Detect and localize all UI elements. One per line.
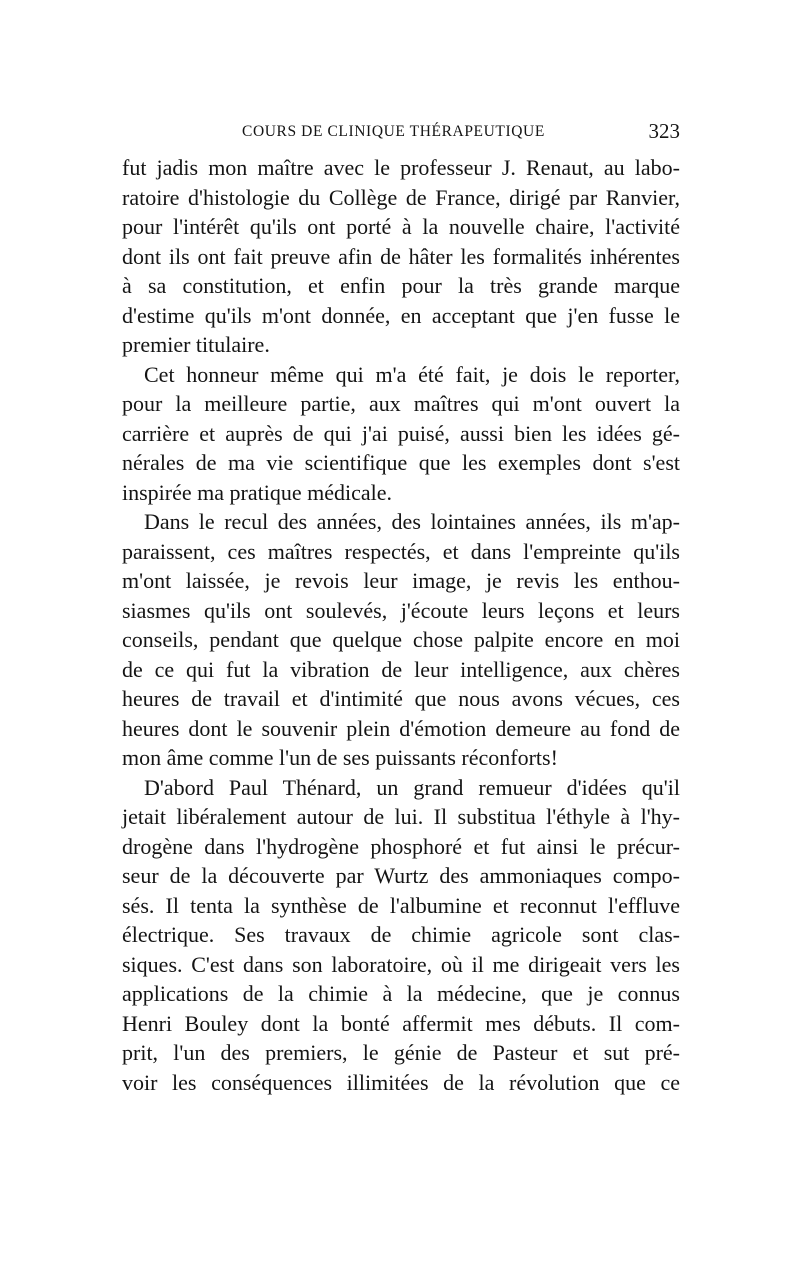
paragraph-end-line: inspirée ma pratique médicale. (122, 479, 392, 505)
text-line: électrique. Ses travaux de chimie agricole sont clas- (122, 922, 680, 947)
text-line: sés. Il tenta la synthèse de l'albumine et reconnut l'effluve (122, 892, 680, 918)
text-line: ratoire d'histologie du Collège de France, dirigé par Ranvier, (122, 184, 680, 210)
text-line: prit, l'un des premiers, le génie de Pasteur et sut pré- (122, 1040, 680, 1065)
text-line: drogène dans l'hydrogène phosphoré et fut ainsi le précur- (122, 833, 680, 859)
paragraph-start-line: D'abord Paul Thénard, un grand remueur d'idées qu'il (144, 774, 680, 800)
text-line: siasmes qu'ils ont soulevés, j'écoute leurs leçons et leurs (122, 597, 680, 623)
body-text (122, 153, 680, 1097)
text-line: pour l'intérêt qu'ils ont porté à la nouvelle chaire, l'activité (122, 214, 680, 239)
text-line: de ce qui fut la vibration de leur intelligence, aux chères (122, 656, 680, 682)
text-line: fut jadis mon maître avec le professeur J. Renaut, au labo- (122, 155, 680, 180)
text-line: jetait libéralement autour de lui. Il substitua l'éthyle à l'hy- (122, 804, 680, 829)
text-line: conseils, pendant que quelque chose palpite encore en moi (122, 627, 680, 652)
text-line: d'estime qu'ils m'ont donnée, en acceptant que j'en fusse le (122, 302, 680, 328)
text-line: dont ils ont fait preuve afin de hâter les formalités inhérentes (122, 243, 680, 269)
paragraph-start-line: Cet honneur même qui m'a été fait, je dois le reporter, (144, 361, 680, 387)
text-line: voir les conséquences illimitées de la révolution que ce (122, 1069, 680, 1095)
text-line: Henri Bouley dont la bonté affermit mes débuts. Il com- (122, 1010, 680, 1036)
text-line: paraissent, ces maîtres respectés, et dans l'empreinte qu'ils (122, 538, 680, 564)
page-number: 323 (648, 119, 680, 143)
text-line: applications de la chimie à la médecine, que je connus (122, 981, 680, 1006)
running-header (122, 117, 680, 147)
text-line: carrière et auprès de qui j'ai puisé, aussi bien les idées gé- (122, 420, 680, 446)
text-line: nérales de ma vie scientifique que les exemples dont s'est (122, 450, 680, 475)
text-line: m'ont laissée, je revois leur image, je revis les enthou- (122, 568, 680, 593)
text-line: seur de la découverte par Wurtz des ammoniaques compo- (122, 863, 680, 888)
text-line: siques. C'est dans son laboratoire, où il me dirigeait vers les (122, 951, 680, 977)
text-line: à sa constitution, et enfin pour la très grande marque (122, 273, 680, 298)
text-line: pour la meilleure partie, aux maîtres qui m'ont ouvert la (122, 391, 680, 416)
text-line: heures dont le souvenir plein d'émotion demeure au fond de (122, 715, 680, 741)
running-title: COURS DE CLINIQUE THÉRAPEUTIQUE (242, 123, 545, 140)
paragraph-start-line: Dans le recul des années, des lointaines années, ils m'ap- (144, 509, 680, 534)
paragraph-end-line: premier titulaire. (122, 332, 270, 357)
paragraph-end-line: mon âme comme l'un de ses puissants réconforts! (122, 745, 558, 770)
text-line: heures de travail et d'intimité que nous avons vécues, ces (122, 686, 680, 711)
